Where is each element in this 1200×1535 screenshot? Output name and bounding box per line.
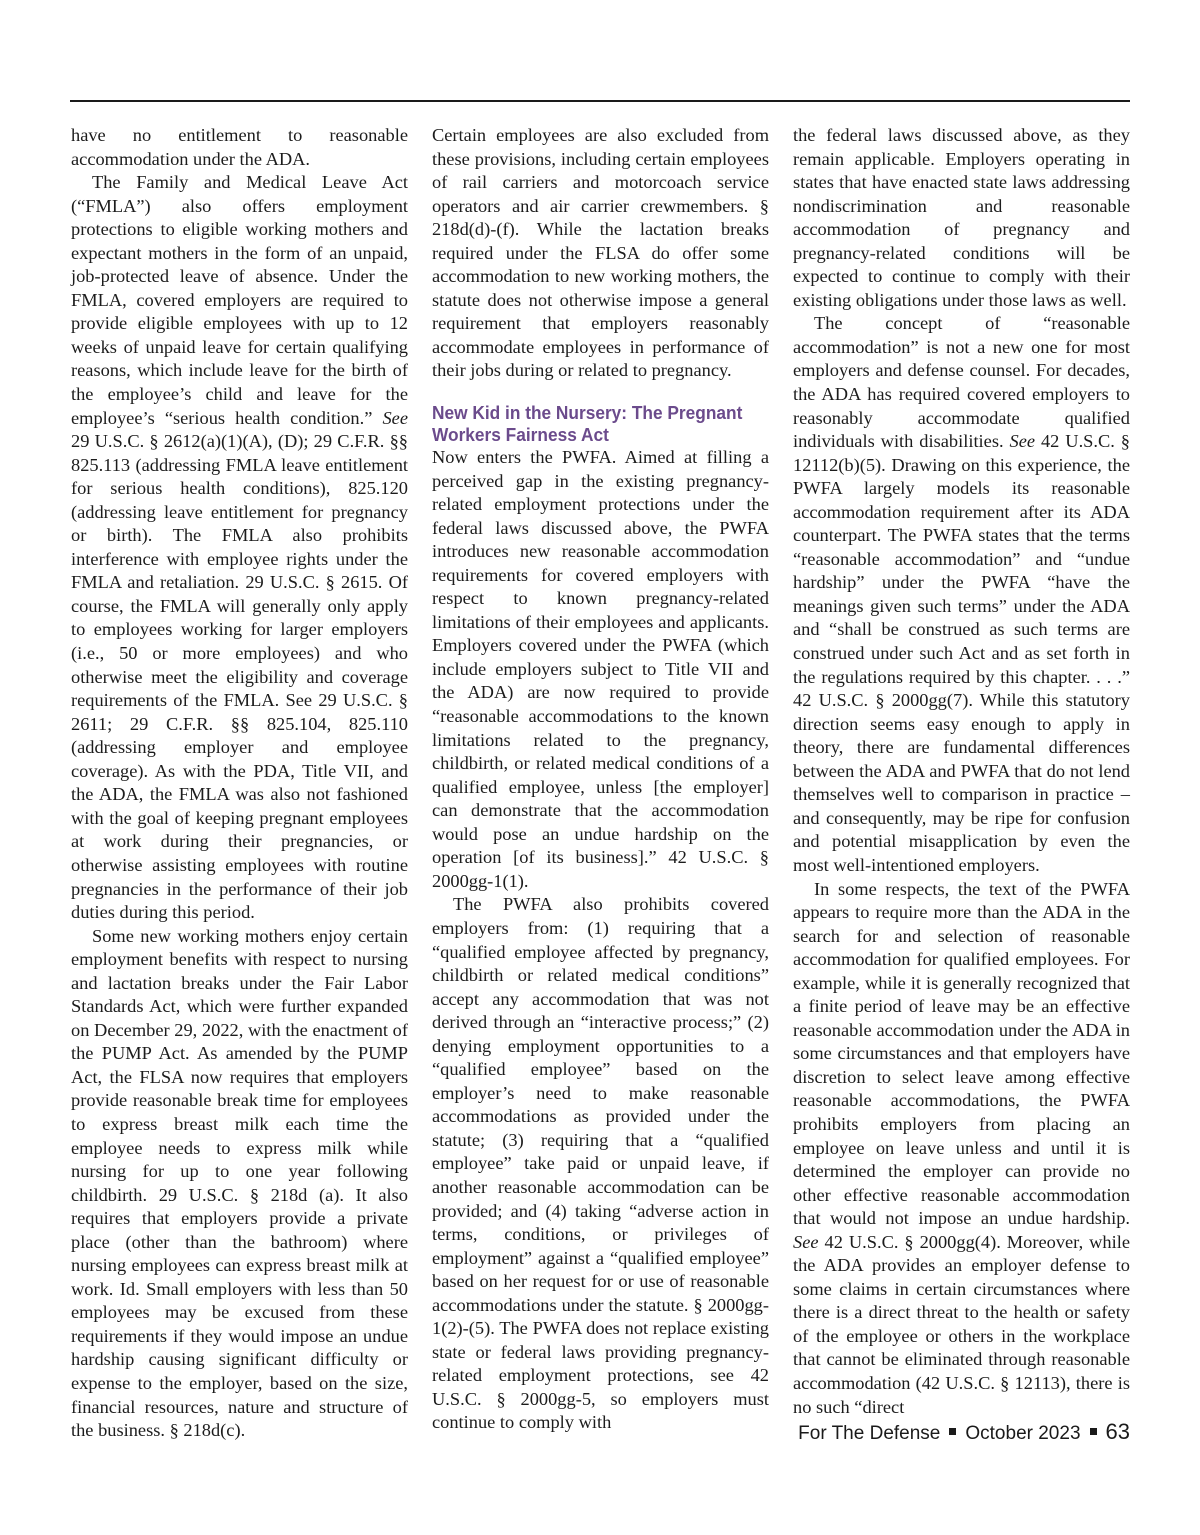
- page-number: 63: [1105, 1419, 1130, 1444]
- paragraph-pwfa-intro: Now enters the PWFA. Aimed at filling a perceived gap in the existing pregnancy-related employment protections under the federal laws discussed above, the PWFA introduces new reasonable accommodation requirements for covered employers with respect to known pregnancy-related limitations of their employees and applicants. Employers covered under the PWFA (which include employers subject to Title VII and the ADA) are now required to provide “reasonable accommodations to the known limitations related to the pregnancy, childbirth, or related medical conditions of a qualified employee, unless [the employer] can demonstrate that the accommodation would pose an undue hardship on the operation [of its business].” 42 U.S.C. § 2000gg-1(1).: [432, 447, 769, 891]
- separator-square-icon: [949, 1428, 956, 1435]
- article-column-3: [793, 124, 1130, 1419]
- publication-name: For The Defense: [798, 1423, 941, 1444]
- page-footer: [798, 1420, 1130, 1446]
- paragraph-continuation: the federal laws discussed above, as they remain applicable. Employers operating in states that have enacted state laws addressing nondiscrimination and reasonable accommodation of pregnancy and pregnancy-related conditions will be expected to continue to comply with their existing obligations under those laws as well.: [793, 125, 1130, 310]
- paragraph-continuation: Certain employees are also excluded from these provisions, including certain employees of rail carriers and motorcoach service operators and air carrier crewmembers. § 218d(d)-(f). While the lactation breaks required under the FLSA do offer some accommodation to new working mothers, the statute does not otherwise impose a general requirement that employers reasonably accommodate employees in performance of their jobs during or related to pregnancy.: [432, 125, 769, 381]
- paragraph-fmla: [71, 171, 408, 925]
- text-run: The concept of “reasonable accommodation” is not a new one for most employers and defense counsel. For decades, the ADA has required covered employers to reasonably accommodate qualified individuals with disabilities.: [793, 313, 1130, 452]
- paragraph-pwfa-requirements: [793, 878, 1130, 1420]
- paragraph-flsa: Some new working mothers enjoy certain employment benefits with respect to nursing and lactation breaks under the Fair Labor Standards Act, which were further expanded on December 29, 2022, with the enactment of the PUMP Act. As amended by the PUMP Act, the FLSA now requires that employers provide reasonable break time for employees to express breast milk each time the employee needs to express milk while nursing for up to one year following childbirth. 29 U.S.C. § 218d (a). It also requires that employers provide a private place (other than the bathroom) where nursing employees can express breast milk at work. Id. Small employers with less than 50 employees may be excused from these requirements if they would impose an undue hardship causing significant difficulty or expense to the employer, based on the size, financial resources, nature and structure of the business. § 218d(c).: [71, 925, 408, 1441]
- citation-signal: See: [793, 1231, 819, 1252]
- article-column-1: [71, 124, 408, 1443]
- issue-date: October 2023: [965, 1423, 1081, 1444]
- text-run: 42 U.S.C. § 12112(b)(5). Drawing on this experience, the PWFA largely models its reasonable accommodation requirement after its ADA counterpart. The PWFA states that the terms “reasonable accommodation” and “undue hardship” under the PWFA “have the meanings given such terms” under the ADA and “shall be construed as such terms are construed under such Act and as set forth in the regulations required by this chapter. . . .” 42 U.S.C. § 2000gg(7). While this statutory direction seems easy enough to apply in theory, there are fundamental differences between the ADA and PWFA that do not lend themselves well to comparison in practice – and consequently, may be ripe for confusion and potential misapplication by even the most well-intentioned employers.: [793, 431, 1130, 875]
- text-run: 42 U.S.C. § 2000gg(4). Moreover, while the ADA provides an employer defense to some claims in certain circumstances where there is a direct threat to the health or safety of the employee or others in the workplace that cannot be eliminated through reasonable accommodation (42 U.S.C. § 12113), there is no such “direct: [793, 1231, 1130, 1417]
- paragraph-reasonable-accommodation: [793, 312, 1130, 877]
- text-run: In some respects, the text of the PWFA appears to require more than the ADA in the search for and selection of reasonable accommodation for qualified employees. For example, while it is generally recognized that a finite period of leave may be an effective reasonable accommodation under the ADA in some circumstances and that employers have discretion to select leave among effective reasonable accommodations, the PWFA prohibits employers from placing an employee on leave unless and until it is determined the employer can provide no other effective reasonable accommodation that would not impose an undue hardship.: [793, 878, 1130, 1229]
- separator-square-icon: [1090, 1428, 1097, 1435]
- text-run: The Family and Medical Leave Act (“FMLA”) also offers employment protections to eligible working mothers and expectant mothers in the form of an unpaid, job-protected leave of absence. Under the FMLA, covered employers are required to provide eligible employees with up to 12 weeks of unpaid leave for certain qualifying reasons, which include leave for the birth of the employee’s child and leave for the employee’s “serious health condition.”: [71, 172, 408, 428]
- top-rule: [70, 100, 1130, 102]
- text-run: 29 U.S.C. § 2612(a)(1)(A), (D); 29 C.F.R. §§ 825.113 (addressing FMLA leave entitlement for serious health conditions), 825.120 (addressing leave entitlement for pregnancy or birth). The FMLA also prohibits interference with employee rights under the FMLA and retaliation. 29 U.S.C. § 2615. Of course, the FMLA will generally only apply to employees working for larger employers (i.e., 50 or more employees) and who otherwise meet the eligibility and coverage requirements of the FMLA. See 29 U.S.C. § 2611; 29 C.F.R. §§ 825.104, 825.110 (addressing employer and employee coverage). As with the PDA, Title VII, and the ADA, the FMLA was also not fashioned with the goal of keeping pregnant employees at work during their pregnancies, or otherwise assisting employees with routine pregnancies in the performance of their job duties during this period.: [71, 431, 408, 923]
- article-column-2: [432, 124, 769, 1435]
- citation-signal: See: [1009, 431, 1036, 452]
- paragraph-pwfa-prohibits: The PWFA also prohibits covered employers from: (1) requiring that a “qualified employee affected by pregnancy, childbirth or related medical conditions” accept any accommodation that was not derived through an “interactive process;” (2) denying employment opportunities to a “qualified employee” based on the employer’s need to make reasonable accommodations as provided under the statute; (3) requiring that a “qualified employee” take paid or unpaid leave, if another reasonable accommodation can be provided; and (4) taking “adverse action in terms, conditions, or privileges of employment” against a “qualified employee” based on her request for or use of reasonable accommodations under the statute. § 2000gg-1(2)-(5). The PWFA does not replace existing state or federal laws providing pregnancy-related employment protections, see 42 U.S.C. § 2000gg-5, so employers must continue to comply with: [432, 894, 769, 1433]
- section-heading: New Kid in the Nursery: The Pregnant Workers Fairness Act: [432, 402, 743, 446]
- paragraph-continuation: have no entitlement to reasonable accommodation under the ADA.: [71, 125, 408, 169]
- citation-signal: See: [382, 407, 408, 428]
